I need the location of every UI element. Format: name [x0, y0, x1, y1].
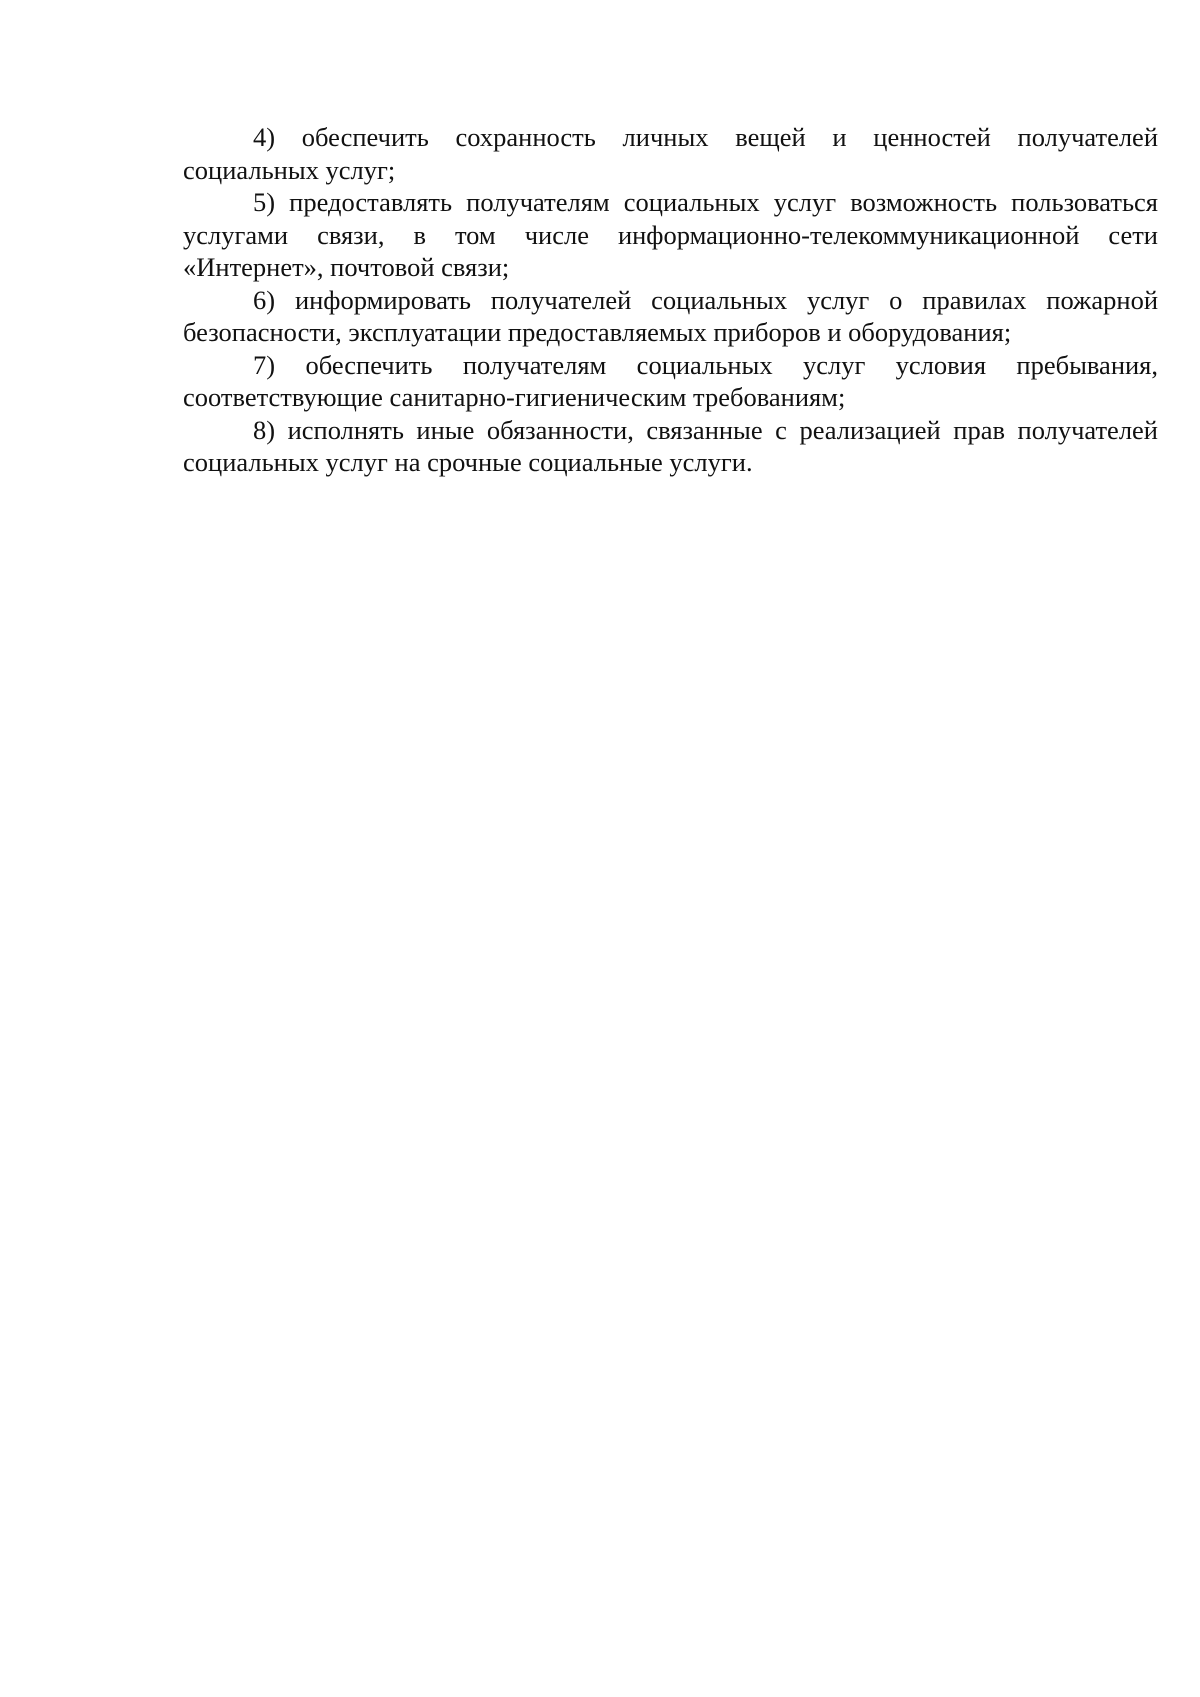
document-body [183, 121, 1158, 479]
paragraph-item-5: 5) предоставлять получателям социальных услуг возможность пользоваться услугами связи, в том числе информационно-телекоммуникационной сети «Интернет», почтовой связи; [183, 187, 1158, 282]
paragraph-item-4: 4) обеспечить сохранность личных вещей и ценностей получателей социальных услуг; [183, 122, 1158, 185]
paragraph-item-8: 8) исполнять иные обязанности, связанные с реализацией прав получателей социальных услуг на срочные социальные услуги. [183, 414, 1158, 477]
paragraph-item-6: 6) информировать получателей социальных услуг о правилах пожарной безопасности, эксплуатации предоставляемых приборов и оборудования; [183, 284, 1158, 347]
paragraph-item-7: 7) обеспечить получателям социальных услуг условия пребывания, соответствующие санитарно-гигиеническим требованиям; [183, 349, 1158, 412]
